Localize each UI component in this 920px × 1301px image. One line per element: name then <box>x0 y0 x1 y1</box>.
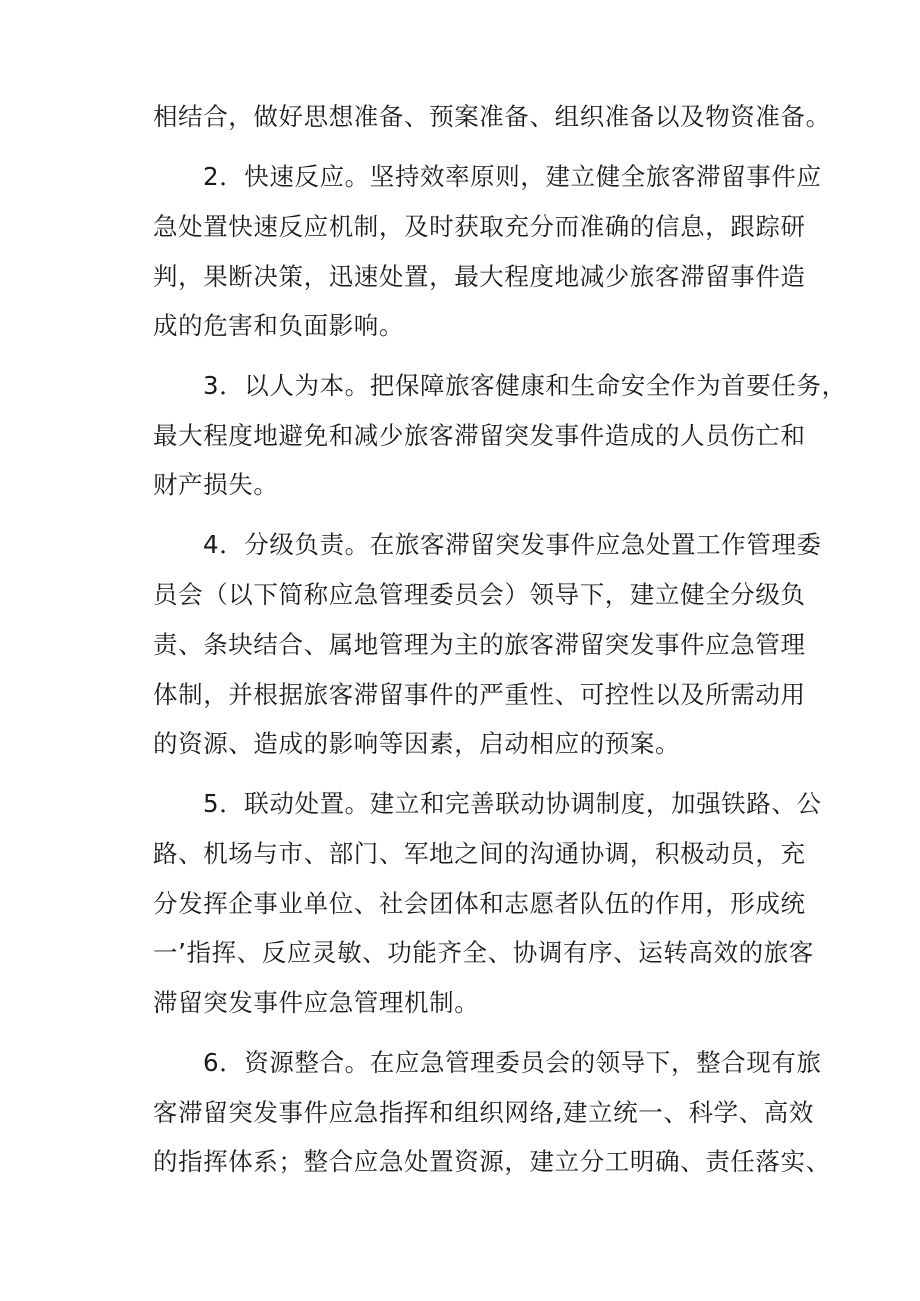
paragraph-2-line-1: 2．快速反应。坚持效率原则，建立健全旅客滞留事件应 <box>203 162 822 191</box>
paragraph-5-line-2: 路、机场与市、部门、军地之间的沟通协调，积极动员，充 <box>153 839 806 868</box>
paragraph-2-line-4: 成的危害和负面影响。 <box>153 311 404 340</box>
paragraph-2-line-2: 急处置快速反应机制，及时获取充分而准确的信息，跟踪研 <box>153 212 806 241</box>
paragraph-4-line-3: 责、条块结合、属地管理为主的旅客滞留突发事件应急管理 <box>153 630 806 659</box>
paragraph-2-line-3: 判，果断决策，迅速处置，最大程度地减少旅客滞留事件造 <box>153 262 806 291</box>
paragraph-3-line-2: 最大程度地避免和减少旅客滞留突发事件造成的人员伤亡和 <box>153 421 806 450</box>
paragraph-6-line-3: 的指挥体系；整合应急处置资源，建立分工明确、责任落实、 <box>153 1147 831 1176</box>
paragraph-5-line-3: 分发挥企事业单位、社会团体和志愿者队伍的作用，形成统 <box>153 889 806 918</box>
paragraph-3-line-1: 3．以人为本。把保障旅客健康和生命安全作为首要任务， <box>203 371 847 400</box>
paragraph-1-line-1: 相结合，做好思想准备、预案准备、组织准备以及物资准备。 <box>153 102 831 131</box>
paragraph-5-line-5: 滞留突发事件应急管理机制。 <box>153 988 480 1017</box>
paragraph-4-line-1: 4．分级负责。在旅客滞留突发事件应急处置工作管理委 <box>203 530 822 559</box>
paragraph-6-line-1: 6．资源整合。在应急管理委员会的领导下，整合现有旅 <box>203 1048 822 1077</box>
paragraph-6-line-2: 客滞留突发事件应急指挥和组织网络,建立统一、科学、高效 <box>153 1098 814 1127</box>
paragraph-4-line-4: 体制，并根据旅客滞留事件的严重性、可控性以及所需动用 <box>153 680 806 709</box>
paragraph-4-line-5: 的资源、造成的影响等因素，启动相应的预案。 <box>153 729 681 758</box>
paragraph-5-line-1: 5．联动处置。建立和完善联动协调制度，加强铁路、公 <box>203 789 822 818</box>
paragraph-4-line-2: 员会（以下简称应急管理委员会）领导下，建立健全分级负 <box>153 580 806 609</box>
paragraph-3-line-3: 财产损失。 <box>153 470 279 499</box>
paragraph-5-line-4: 一’指挥、反应灵敏、功能齐全、协调有序、运转高效的旅客 <box>153 938 814 967</box>
